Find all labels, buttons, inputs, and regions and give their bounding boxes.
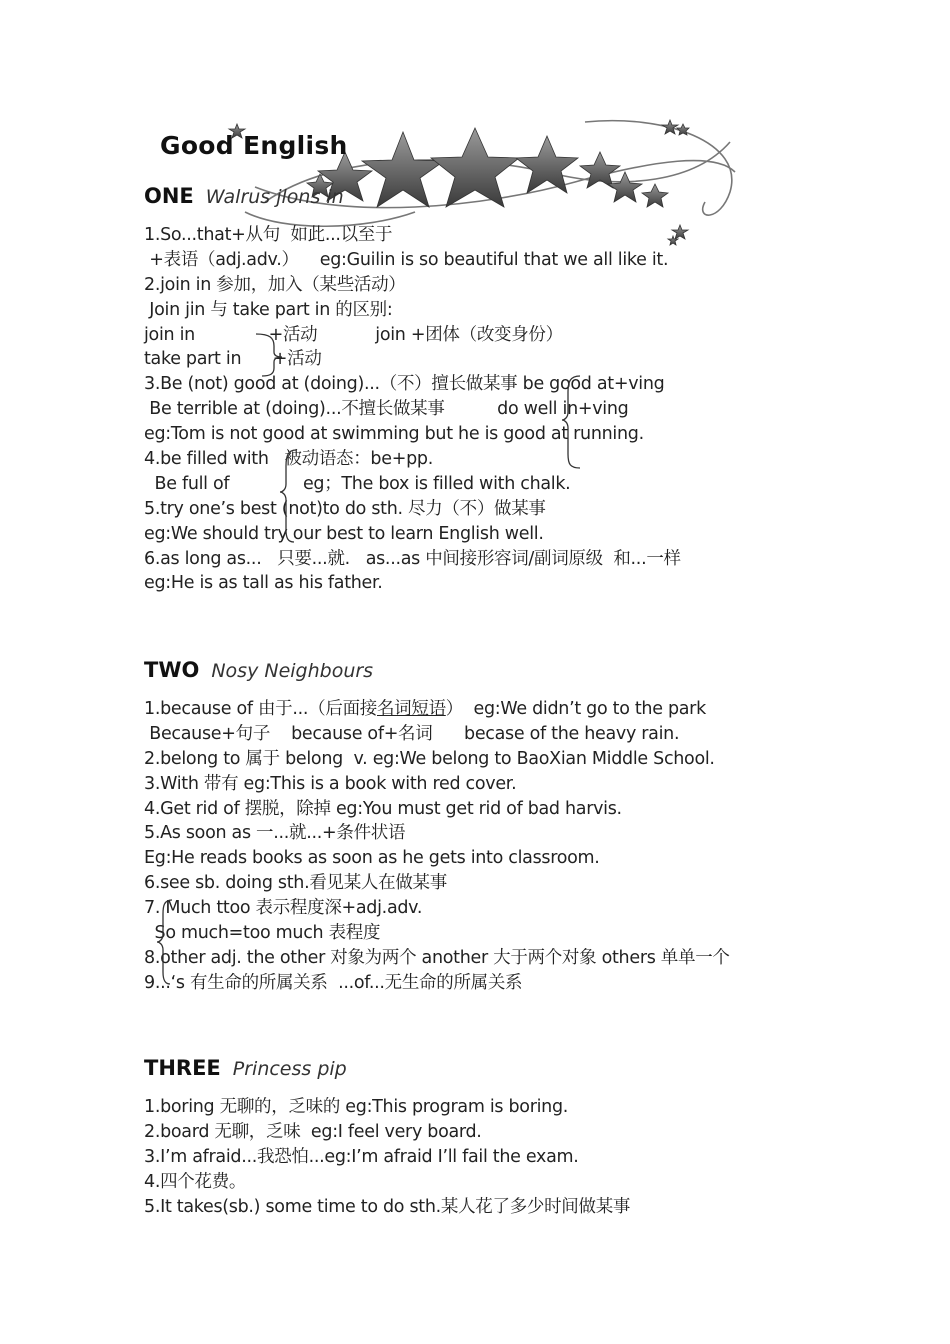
note-line: 4.Get rid of 摆脱，除掉 eg:You must get rid of bad harvis. — [144, 798, 622, 819]
brace-filled-with — [276, 446, 302, 546]
note-line: 1.So...that+从句 如此...以至于 — [144, 225, 393, 245]
note-line: 2.belong to 属于 belong v. eg:We belong to BaoXian Middle School. — [144, 748, 715, 769]
note-line: Eg:He reads books as soon as he gets into classroom. — [144, 848, 600, 869]
note-line: Be terrible at (doing)...不擅长做某事 do well in+ving — [144, 399, 629, 420]
star-icon — [642, 184, 668, 207]
note-text: ） eg:We didn’t go to the park — [445, 699, 706, 719]
note-line — [144, 697, 824, 722]
note-line: eg:We should try our best to learn English well. — [144, 523, 544, 544]
note-line: 4.四个花费。 — [144, 1171, 247, 1192]
section-two-notes — [144, 697, 824, 996]
note-line: 8.other adj. the other 对象为两个 another 大于两个对象 others 单单一个 — [144, 947, 730, 968]
note-line: 7. Much ttoo 表示程度深+adj.adv. — [144, 898, 423, 919]
note-line: Join jin 与 take part in 的区别: — [144, 299, 393, 320]
section-number: THREE — [144, 1056, 221, 1080]
note-line: So much=too much 表程度 — [144, 923, 381, 944]
note-line: take part in +活动 — [144, 349, 322, 370]
note-line: Be full of eg；The box is filled with chalk. — [144, 473, 571, 494]
note-line: eg:Tom is not good at swimming but he is good at running. — [144, 424, 644, 445]
star-icon — [608, 172, 642, 202]
note-line: Because+句子 because of+名词 becase of the heavy rain. — [144, 723, 680, 744]
note-line: 4.be filled with 被动语态：be+pp. — [144, 449, 433, 470]
note-line: 3.Be (not) good at (doing)...（不）擅长做某事 be good at+ving — [144, 374, 665, 395]
page-title: Good English — [160, 131, 348, 160]
brace-good-at — [560, 372, 590, 472]
section-three-notes — [144, 1095, 824, 1219]
note-line: 5.try one’s best (not)to do sth. 尽力（不）做某事 — [144, 498, 546, 519]
section-number: ONE — [144, 184, 194, 208]
section-heading-two — [144, 658, 373, 682]
section-number: TWO — [144, 658, 200, 682]
note-line: 1.boring 无聊的，乏味的 eg:This program is boring. — [144, 1097, 569, 1117]
note-line: 5.As soon as 一...就...+条件状语 — [144, 823, 406, 844]
section-subtitle: Walrus jlons in — [205, 186, 344, 208]
section-one-notes — [144, 223, 824, 596]
note-line: 6.see sb. doing sth.看见某人在做某事 — [144, 873, 447, 894]
note-line: eg:He is as tall as his father. — [144, 573, 383, 594]
note-line: 5.It takes(sb.) some time to do sth.某人花了多少时间做某事 — [144, 1196, 631, 1217]
section-subtitle: Princess pip — [232, 1058, 347, 1080]
star-icon — [362, 132, 444, 207]
note-line: 3.I’m afraid...我恐怕...eg:I’m afraid I’ll fail the exam. — [144, 1146, 579, 1167]
note-line: 3.With 带有 eg:This is a book with red cover. — [144, 773, 517, 794]
note-text: 1.because of 由于...（后面接 — [144, 699, 377, 719]
section-subtitle: Nosy Neighbours — [211, 660, 374, 682]
note-line: 2.join in 参加，加入（某些活动） — [144, 274, 406, 295]
note-line: join in +活动 join +团体（改变身份） — [144, 324, 563, 345]
note-line: +表语（adj.adv.） eg:Guilin is so beautiful that we all like it. — [144, 249, 669, 270]
section-heading-one — [144, 184, 344, 208]
underlined-term: 名词短语 — [376, 699, 446, 719]
brace-much-too — [154, 896, 178, 988]
star-icon — [431, 128, 519, 207]
note-line: 2.board 无聊，乏味 eg:I feel very board. — [144, 1121, 482, 1142]
section-heading-three — [144, 1056, 347, 1080]
star-icon — [662, 120, 678, 134]
note-line: 9...‘s 有生命的所属关系 ...of...无生命的所属关系 — [144, 972, 523, 993]
note-line: 6.as long as... 只要...就. as...as 中间接形容词/副词原级 和...一样 — [144, 548, 681, 569]
brace-join-takepart — [252, 330, 292, 380]
star-icon — [580, 152, 620, 188]
